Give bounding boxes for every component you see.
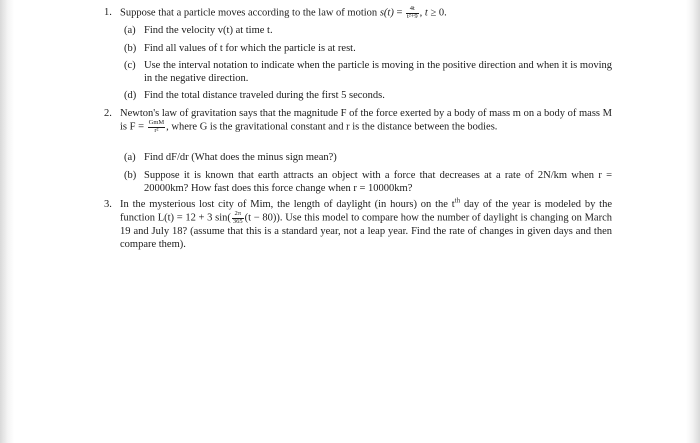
part-text: Find dF/dr (What does the minus sign mean?) — [144, 152, 337, 163]
problem-number: 2. — [104, 108, 112, 119]
part-text: Find the velocity v(t) at time t. — [144, 25, 273, 36]
superscript: th — [454, 196, 461, 205]
fraction-numerator: 2π — [232, 211, 244, 219]
statement-text-end: (t − 80)). Use this model to compare how the number of daylight is changing on March 19 and July 18? (assume that this is a standard year, not a leap year. Find the rate of changes in given days and then compare them). — [120, 212, 612, 250]
statement-text: In the mysterious lost city of Mim, the length of daylight (in hours) on the t — [120, 199, 455, 210]
equals-sign: = — [396, 7, 403, 19]
part-text: Find the total distance traveled during the first 5 seconds. — [144, 90, 385, 101]
page-shadow-right — [686, 0, 700, 443]
problem-statement — [120, 6, 612, 20]
part-text: Find all values of t for which the particle is at rest. — [144, 43, 356, 54]
condition-separator: , — [419, 7, 423, 19]
statement-text: Suppose that a particle moves according to the law of motion — [120, 7, 378, 19]
condition-inequality: ≥ 0. — [430, 7, 447, 19]
part-label: (a) — [124, 25, 136, 36]
position-function: s(t) — [379, 7, 394, 19]
fraction-denominator: 365 — [232, 217, 243, 225]
part-label: (d) — [124, 90, 137, 101]
statement-text: Newton's law of gravitation says that the magnitude F of the force exerted by a body of mass m on a body of mass M is F = — [120, 108, 612, 133]
fraction-denominator: t²+9 — [406, 12, 418, 20]
part-label: (a) — [124, 152, 136, 163]
fraction — [232, 211, 244, 225]
part-label: (c) — [124, 60, 136, 71]
statement-text-continued: day of the year is modeled by the function L(t) = 12 + 3 sin( — [120, 199, 612, 224]
condition-variable: t — [424, 7, 428, 19]
fraction-denominator: r² — [154, 126, 159, 134]
problem-statement — [120, 198, 612, 251]
part-text: Use the interval notation to indicate when the particle is moving in the positive direction and when it is moving in the negative direction. — [144, 60, 612, 84]
part-label: (b) — [124, 43, 137, 54]
fraction — [406, 6, 419, 20]
part-text: Suppose it is known that earth attracts an object with a force that decreases at a rate of 2N/km when r = 20000km? How fast does this force change when r = 10000km? — [144, 170, 612, 194]
problem-number: 1. — [104, 7, 112, 18]
fraction-numerator: GmM — [148, 119, 165, 126]
part-label: (b) — [124, 170, 137, 181]
fraction — [148, 120, 166, 134]
problem-statement — [120, 107, 612, 134]
page-shadow-left — [0, 0, 14, 443]
fraction-numerator: 4t — [406, 6, 419, 14]
problem-number: 3. — [104, 199, 112, 210]
statement-text-continued: , where G is the gravitational constant and r is the distance between the bodies. — [166, 121, 498, 133]
